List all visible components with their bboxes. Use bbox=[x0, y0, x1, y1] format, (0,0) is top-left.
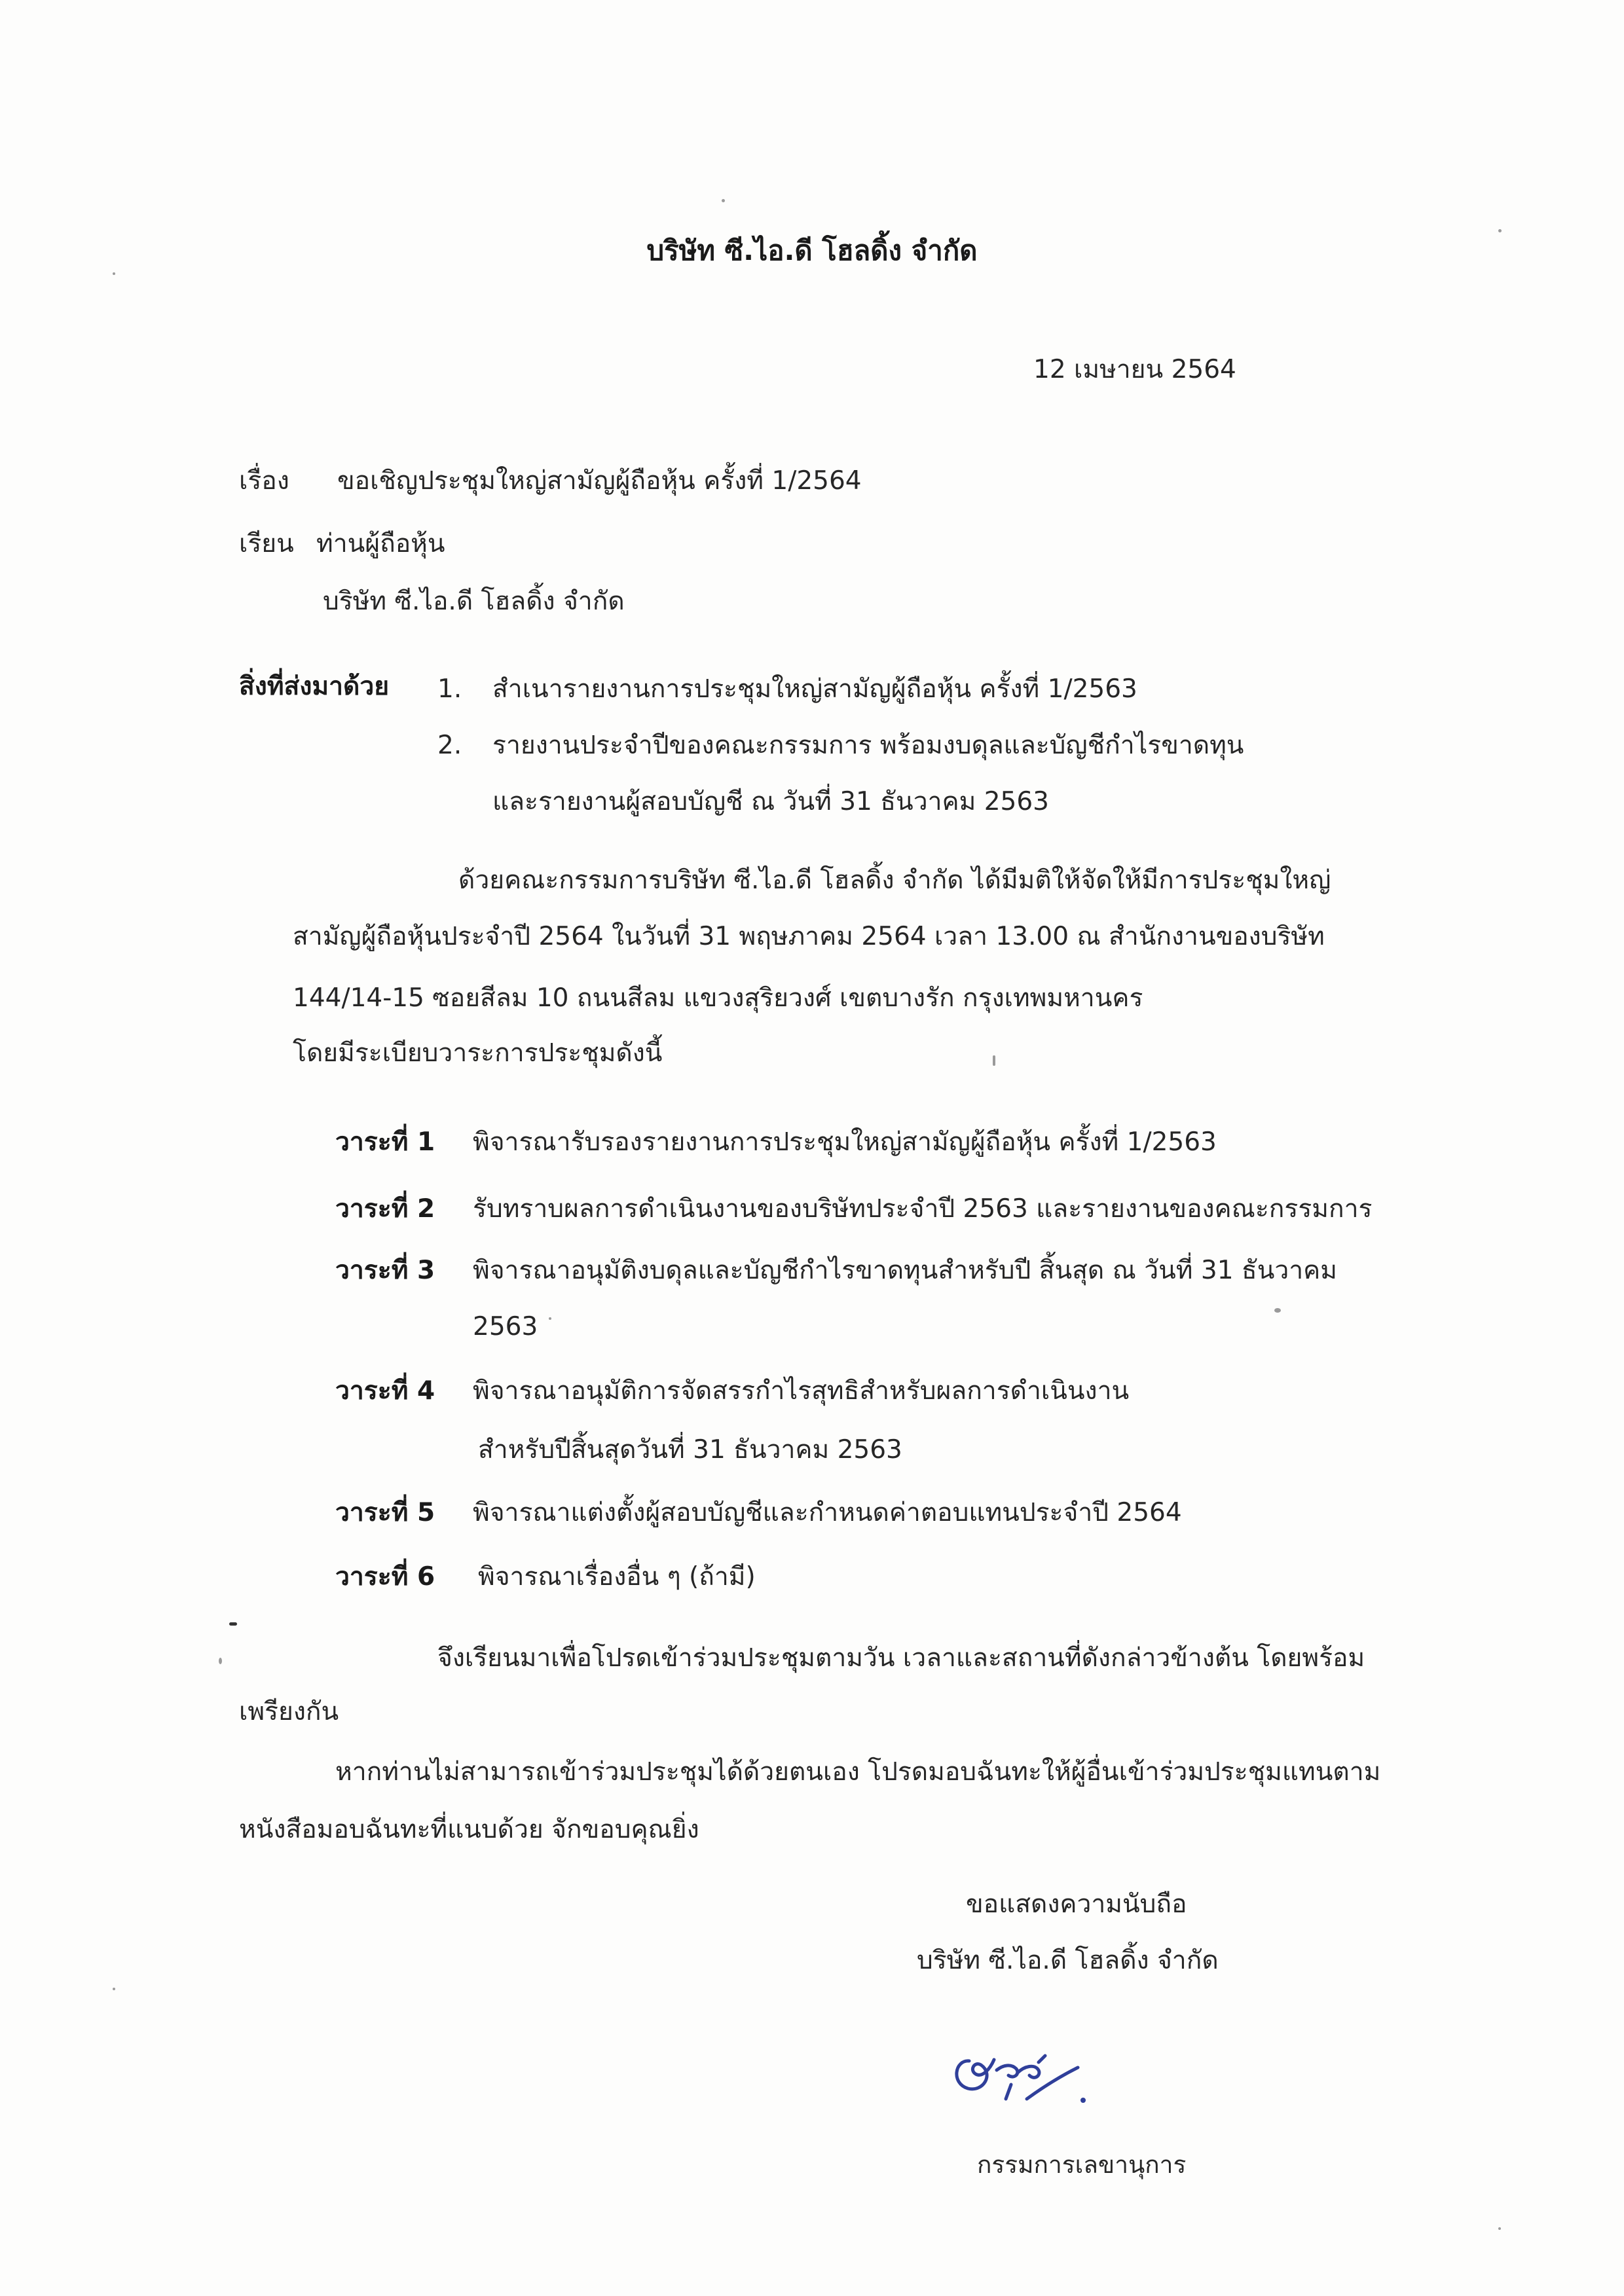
intro-line-3: 144/14-15 ซอยสีลม 10 ถนนสีลม แขวงสุริยวงศ์ เขตบางรัก กรุงเทพมหานคร bbox=[293, 983, 1143, 1013]
closing-para-1-line-1: จึงเรียนมาเพื่อโปรดเข้าร่วมประชุมตามวัน เวลาและสถานที่ดังกล่าวข้างต้น โดยพร้อม bbox=[437, 1643, 1365, 1673]
scan-speck bbox=[1274, 1308, 1281, 1313]
intro-line-1: ด้วยคณะกรรมการบริษัท ซี.ไอ.ดี โฮลดิ้ง จำกัด ได้มีมติให้จัดให้มีการประชุมใหญ่ bbox=[458, 866, 1331, 895]
agenda-4-text-line-1: พิจารณาอนุมัติการจัดสรรกำไรสุทธิสำหรับผลการดำเนินงาน bbox=[473, 1376, 1130, 1406]
enclosure-2-text-line-1: รายงานประจำปีของคณะกรรมการ พร้อมงบดุลและบัญชีกำไรขาดทุน bbox=[492, 731, 1244, 760]
agenda-6-label: วาระที่ 6 bbox=[335, 1562, 435, 1592]
company-title: บริษัท ซี.ไอ.ดี โฮลดิ้ง จำกัด bbox=[646, 234, 978, 266]
intro-line-4: โดยมีระเบียบวาระการประชุมดังนี้ bbox=[293, 1038, 663, 1068]
scan-speck bbox=[1498, 229, 1502, 232]
scan-speck bbox=[113, 272, 115, 275]
closing-para-2-line-2: หนังสือมอบฉันทะที่แนบด้วย จักขอบคุณยิ่ง bbox=[239, 1815, 699, 1844]
enclosure-1-number: 1. bbox=[437, 674, 462, 704]
subject-label: เรื่อง bbox=[239, 466, 289, 496]
agenda-4-label: วาระที่ 4 bbox=[335, 1376, 435, 1406]
closing-para-1-line-2: เพรียงกัน bbox=[239, 1697, 339, 1726]
scan-speck bbox=[229, 1622, 237, 1626]
scan-speck bbox=[722, 199, 725, 202]
regards-text: ขอแสดงความนับถือ bbox=[966, 1889, 1187, 1919]
agenda-5-label: วาระที่ 5 bbox=[335, 1498, 435, 1527]
agenda-5-text: พิจารณาแต่งตั้งผู้สอบบัญชีและกำหนดค่าตอบแทนประจำปี 2564 bbox=[473, 1498, 1182, 1527]
enclosure-1-text: สำเนารายงานการประชุมใหญ่สามัญผู้ถือหุ้น ครั้งที่ 1/2563 bbox=[492, 674, 1137, 704]
signatory-position: กรรมการเลขานุการ bbox=[977, 2151, 1187, 2179]
enclosures-label: สิ่งที่ส่งมาด้วย bbox=[239, 672, 390, 701]
intro-line-2: สามัญผู้ถือหุ้นประจำปี 2564 ในวันที่ 31 พฤษภาคม 2564 เวลา 13.00 ณ สำนักงานของบริษัท bbox=[293, 922, 1325, 951]
addressee-line-1: ท่านผู้ถือหุ้น bbox=[316, 529, 445, 558]
agenda-3-label: วาระที่ 3 bbox=[335, 1256, 435, 1285]
scan-speck bbox=[219, 1658, 222, 1664]
scan-speck bbox=[993, 1055, 995, 1066]
enclosure-2-number: 2. bbox=[437, 731, 462, 760]
letter-date: 12 เมษายน 2564 bbox=[1033, 355, 1236, 384]
agenda-3-text-line-1: พิจารณาอนุมัติงบดุลและบัญชีกำไรขาดทุนสำหรับปี สิ้นสุด ณ วันที่ 31 ธันวาคม bbox=[473, 1256, 1337, 1285]
agenda-4-text-line-2: สำหรับปีสิ้นสุดวันที่ 31 ธันวาคม 2563 bbox=[478, 1435, 902, 1465]
addressee-line-2: บริษัท ซี.ไอ.ดี โฮลดิ้ง จำกัด bbox=[323, 587, 625, 616]
agenda-2-label: วาระที่ 2 bbox=[335, 1194, 435, 1224]
closing-para-2-line-1: หากท่านไม่สามารถเข้าร่วมประชุมได้ด้วยตนเอง โปรดมอบฉันทะให้ผู้อื่นเข้าร่วมประชุมแทนตาม bbox=[335, 1757, 1381, 1787]
signature-mark bbox=[943, 2036, 1113, 2121]
agenda-3-text-line-2: 2563 bbox=[473, 1312, 538, 1341]
subject-text: ขอเชิญประชุมใหญ่สามัญผู้ถือหุ้น ครั้งที่ 1/2564 bbox=[337, 466, 862, 496]
scan-speck bbox=[549, 1317, 551, 1320]
enclosure-2-text-line-2: และรายงานผู้สอบบัญชี ณ วันที่ 31 ธันวาคม 2563 bbox=[492, 787, 1049, 816]
agenda-1-text: พิจารณารับรองรายงานการประชุมใหญ่สามัญผู้ถือหุ้น ครั้งที่ 1/2563 bbox=[473, 1127, 1217, 1157]
scan-speck bbox=[1498, 2227, 1501, 2230]
scan-speck bbox=[113, 1988, 115, 1990]
addressee-label: เรียน bbox=[239, 529, 294, 558]
signoff-company: บริษัท ซี.ไอ.ดี โฮลดิ้ง จำกัด bbox=[917, 1946, 1219, 1975]
agenda-1-label: วาระที่ 1 bbox=[335, 1127, 435, 1157]
agenda-2-text: รับทราบผลการดำเนินงานของบริษัทประจำปี 2563 และรายงานของคณะกรรมการ bbox=[473, 1194, 1373, 1224]
agenda-6-text: พิจารณาเรื่องอื่น ๆ (ถ้ามี) bbox=[478, 1562, 756, 1592]
